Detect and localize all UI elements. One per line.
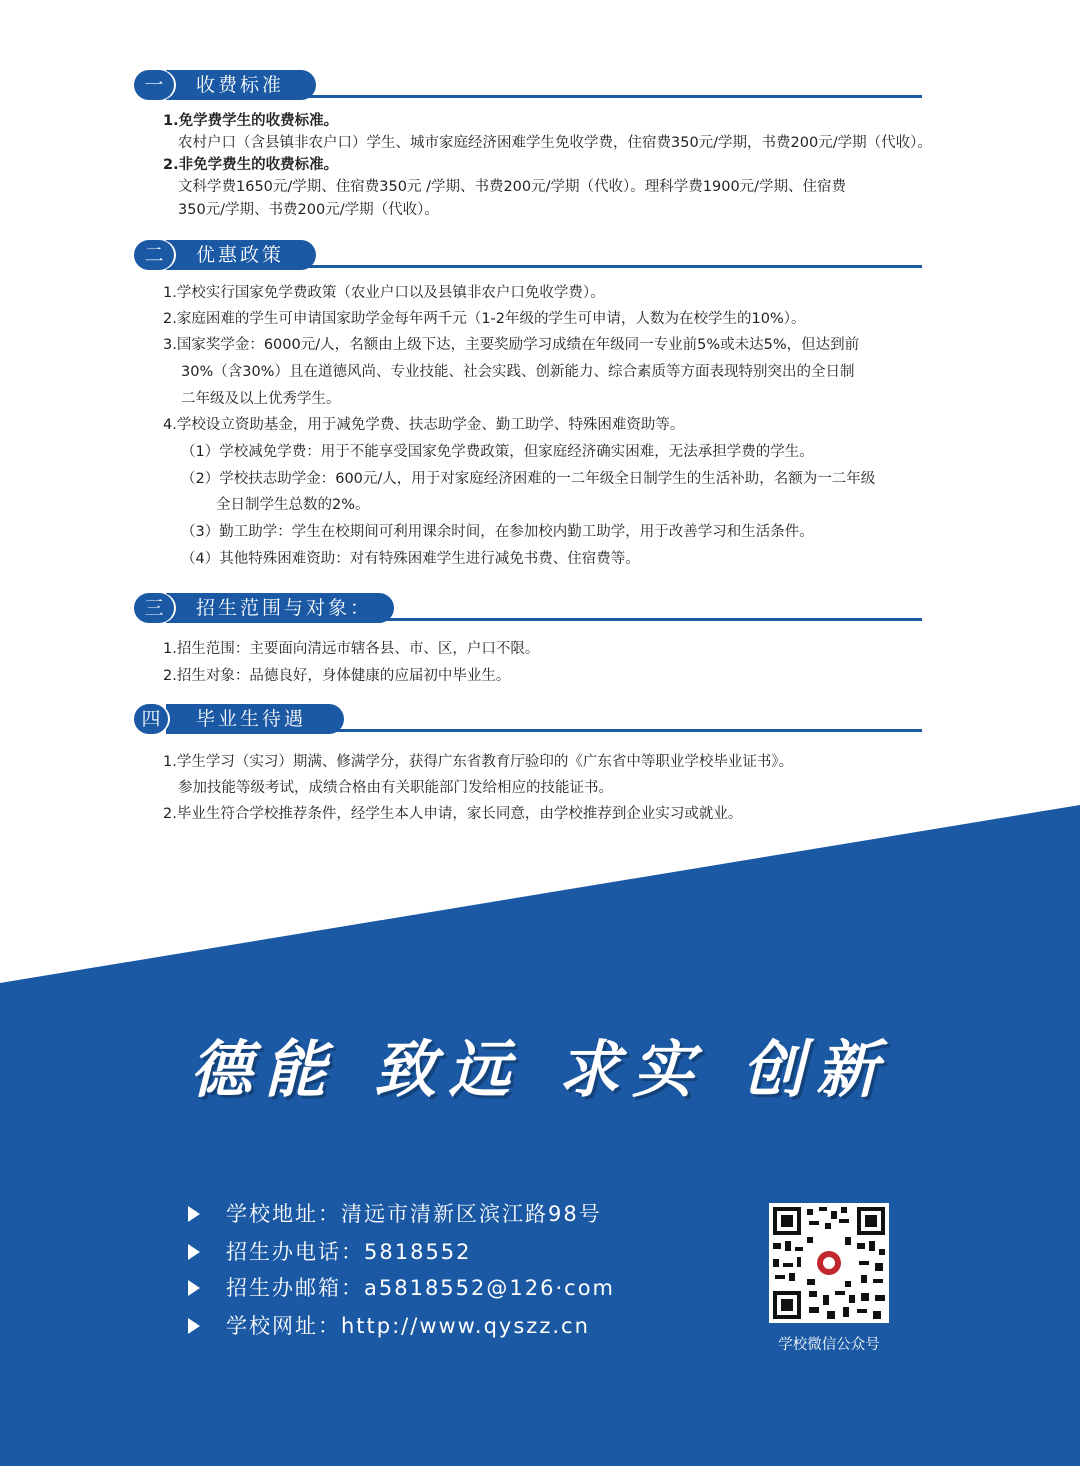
fees-line-2: 农村户口（含县镇非农户口）学生、城市家庭经济困难学生免收学费，住宿费350元/学期，书费200元/学期（代收）。 — [178, 135, 932, 151]
qr-caption: 学校微信公众号 — [778, 1337, 880, 1353]
motto-word: 致远 — [373, 1033, 522, 1106]
contact-email[interactable] — [188, 1272, 615, 1302]
enroll-line-1: 1.招生范围：主要面向清远市辖各县、市、区，户口不限。 — [163, 641, 540, 657]
triangle-bullet-icon — [188, 1206, 200, 1222]
section-header — [134, 593, 399, 625]
triangle-bullet-icon — [188, 1318, 200, 1334]
section-header — [134, 70, 324, 102]
section-number: 一 — [134, 70, 174, 100]
contact-text[interactable]: 学校网址：http://www.qyszz.cn — [226, 1314, 590, 1338]
policy-line-3: 3.国家奖学金：6000元/人，名额由上级下达，主要奖励学习成绩在年级同一专业前5%或未达5%，但达到前 — [163, 337, 860, 353]
section-number: 二 — [134, 240, 174, 270]
section-underline — [300, 265, 922, 268]
section-number: 三 — [134, 593, 174, 623]
policy-line-9: 全日制学生总数的2%。 — [216, 497, 370, 513]
section-underline — [330, 729, 922, 732]
motto-word: 创新 — [742, 1033, 891, 1106]
policy-line-1: 1.学校实行国家免学费政策（农业户口以及县镇非农户口免收学费）。 — [163, 285, 605, 301]
section-number: 四 — [134, 704, 168, 734]
section-underline — [300, 95, 922, 98]
grad-line-3: 2.毕业生符合学校推荐条件，经学生本人申请，家长同意，由学校推荐到企业实习或就业。 — [163, 806, 743, 822]
contact-address — [188, 1198, 602, 1228]
policy-line-7: （1）学校减免学费：用于不能享受国家免学费政策，但家庭经济确实困难，无法承担学费的学生。 — [181, 444, 814, 460]
section-header — [134, 240, 324, 272]
school-motto — [0, 1020, 1080, 1109]
policy-line-4: 30%（含30%）且在道德风尚、专业技能、社会实践、创新能力、综合素质等方面表现特别突出的全日制 — [181, 364, 855, 380]
contact-website[interactable] — [188, 1310, 590, 1340]
fees-line-3: 2.非免学费生的收费标准。 — [163, 157, 339, 173]
fees-line-1: 1.免学费学生的收费标准。 — [163, 113, 339, 129]
section-header — [134, 704, 344, 736]
policy-line-8: （2）学校扶志助学金：600元/人，用于对家庭经济困难的一二年级全日制学生的生活补助，名额为一二年级 — [181, 471, 876, 487]
motto-word: 德能 — [189, 1033, 338, 1106]
fees-line-4: 文科学费1650元/学期、住宿费350元 /学期、书费200元/学期（代收）。理科学费1900元/学期、住宿费 — [178, 179, 847, 195]
policy-line-11: （4）其他特殊困难资助：对有特殊困难学生进行减免书费、住宿费等。 — [181, 551, 640, 567]
section-title: 优惠政策 — [166, 240, 316, 270]
contact-text: 招生办电话：5818552 — [226, 1240, 472, 1264]
policy-line-6: 4.学校设立资助基金，用于减免学费、扶志助学金、勤工助学、特殊困难资助等。 — [163, 417, 685, 433]
triangle-bullet-icon — [188, 1244, 200, 1260]
qr-code-icon — [769, 1203, 889, 1323]
section-title: 毕业生待遇 — [166, 704, 344, 734]
enroll-line-2: 2.招生对象：品德良好，身体健康的应届初中毕业生。 — [163, 668, 511, 684]
policy-line-2: 2.家庭困难的学生可申请国家助学金每年两千元（1-2年级的学生可申请，人数为在校学生的10%）。 — [163, 311, 806, 327]
section-title: 收费标准 — [166, 70, 316, 100]
grad-line-2: 参加技能等级考试，成绩合格由有关职能部门发给相应的技能证书。 — [178, 780, 613, 796]
policy-line-10: （3）勤工助学：学生在校期间可利用课余时间，在参加校内勤工助学，用于改善学习和生活条件。 — [181, 524, 814, 540]
grad-line-1: 1.学生学习（实习）期满、修满学分，获得广东省教育厅验印的《广东省中等职业学校毕业证书》。 — [163, 754, 794, 770]
wechat-qr-code-image — [769, 1203, 889, 1323]
contact-text: 学校地址：清远市清新区滨江路98号 — [226, 1202, 602, 1226]
fees-line-5: 350元/学期、书费200元/学期（代收）。 — [178, 202, 439, 218]
contact-phone — [188, 1236, 472, 1266]
policy-line-5: 二年级及以上优秀学生。 — [181, 391, 341, 407]
contact-text[interactable]: 招生办邮箱：a5818552@126·com — [226, 1276, 616, 1300]
triangle-bullet-icon — [188, 1280, 200, 1296]
section-title: 招生范围与对象： — [166, 593, 394, 623]
motto-word: 求实 — [558, 1033, 707, 1106]
section-underline — [378, 618, 922, 621]
